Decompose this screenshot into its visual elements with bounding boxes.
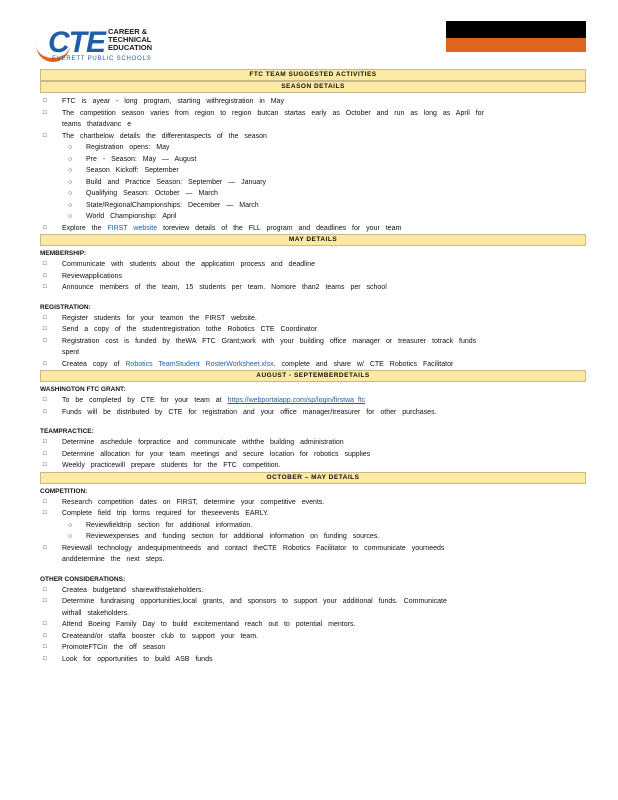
list-item-continued: spent xyxy=(62,349,80,356)
list-item: □ Registration cost is funded by theWA FTC Grant;work with your building office manager or treasurer totrack funds xyxy=(40,336,586,348)
subheading-membership: MEMBERSHIP: xyxy=(40,250,87,257)
bullet-icon: □ xyxy=(43,510,47,516)
bullet-icon: □ xyxy=(43,326,47,332)
sub-list-item: ○ Reviewexpenses and funding section for additional information on funding sources. xyxy=(40,531,586,543)
list-item-continued: anddetermine the next steps. xyxy=(62,556,165,563)
section-header-oct-may: OCTOBER – MAY DETAILS xyxy=(40,472,586,484)
section-header-season: SEASON DETAILS xyxy=(40,81,586,93)
logo-district: EVERETT PUBLIC SCHOOLS xyxy=(52,56,152,62)
bullet-icon: □ xyxy=(43,586,47,593)
circle-bullet-icon: ○ xyxy=(68,144,73,151)
bullet-icon: □ xyxy=(43,408,47,415)
list-item: □ FTC is ayear - long program, starting withregistration in May xyxy=(40,96,586,108)
logo-tagline xyxy=(108,28,152,52)
list-item: □ Reviewall technology andequipmentneeds and contact theCTE Robotics Facilitator to communicate yourneeds xyxy=(40,543,586,555)
roster-worksheet-link[interactable]: Robotics TeamStudent RosterWorksheet.xlsx, xyxy=(125,360,276,368)
bullet-icon: □ xyxy=(43,132,47,139)
header-black-bar xyxy=(446,21,586,38)
list-item: □ Createa budgetand sharewithstakeholders. xyxy=(40,585,586,597)
list-item: □ Send a copy of the studentregistration tothe Robotics CTE Coordinator xyxy=(40,324,586,336)
bullet-icon: □ xyxy=(43,598,47,604)
bullet-icon: □ xyxy=(43,655,47,662)
circle-bullet-icon: ○ xyxy=(68,190,73,197)
bullet-icon: □ xyxy=(43,261,47,267)
cte-logo xyxy=(36,22,166,64)
section-header-aug-sep: AUGUST - SEPTEMBERDETAILS xyxy=(40,370,586,382)
timeline-item: ○ Pre - Season: May — August xyxy=(40,154,586,166)
document-title: FTC TEAM SUGGESTED ACTIVITIES xyxy=(40,69,586,81)
logo-wordmark: CTE xyxy=(48,26,105,59)
timeline-item: ○ Qualifying Season: October — March xyxy=(40,188,586,200)
section-header-may: MAY DETAILS xyxy=(40,234,586,246)
first-website-link[interactable]: FIRST website xyxy=(107,224,158,232)
logo-line-1: CAREER & xyxy=(108,27,148,36)
list-item: □ Determine fundraising opportunities,local grants, and sponsors to support your additional funds. Communicate xyxy=(40,596,586,608)
subheading-washington-grant: WASHINGTON FTC GRANT: xyxy=(40,386,126,393)
bullet-icon: □ xyxy=(43,544,47,551)
bullet-icon: □ xyxy=(43,397,47,403)
bullet-icon: □ xyxy=(43,98,47,104)
list-item-continued: teams thatadvanc e xyxy=(62,121,132,128)
header-orange-bar xyxy=(446,38,586,52)
bullet-icon: □ xyxy=(43,360,47,367)
list-item: □ Complete field trip forms required for theseevents EARLY. xyxy=(40,508,586,520)
list-item: □ Communicate with students about the application process and deadline xyxy=(40,259,586,271)
list-item: □ Determine allocation for your team meetings and secure location for robotics supplies xyxy=(40,449,586,461)
list-item: □ Weekly practicewill prepare students for the FTC competition. xyxy=(40,460,586,472)
list-item: □ Reviewapplications xyxy=(40,271,586,283)
sub-list-item: ○ Reviewfieldtrip section for additional information. xyxy=(40,520,586,532)
subheading-team-practice: TEAMPRACTICE: xyxy=(40,428,94,435)
document-body xyxy=(40,69,586,665)
logo-line-2: TECHNICAL xyxy=(108,35,152,44)
circle-bullet-icon: ○ xyxy=(68,201,73,209)
timeline-item: ○ World Championship: April xyxy=(40,211,586,223)
list-item: □ Register students for your teamon the FIRST website. xyxy=(40,313,586,325)
bullet-icon: □ xyxy=(43,272,47,279)
list-item: □ Explore the FIRST website toreview details of the FLL program and deadlines for your team xyxy=(40,223,586,235)
bullet-icon: □ xyxy=(43,462,47,468)
circle-bullet-icon: ○ xyxy=(68,155,73,163)
bullet-icon: □ xyxy=(43,109,47,116)
bullet-icon: □ xyxy=(43,644,47,650)
list-item: □ The competition season varies from region to region butcan startas early as October and run as long as April for xyxy=(40,108,586,120)
list-item: □ Attend Boeing Family Day to build excitementand reach out to potential mentors. xyxy=(40,619,586,631)
list-item: □ Createa copy of Robotics TeamStudent RosterWorksheet.xlsx, complete and share w/ CTE Robotics Facilitator xyxy=(40,359,586,371)
bullet-icon: □ xyxy=(43,632,47,639)
list-item: □ Createand/or staffa booster club to support your team. xyxy=(40,631,586,643)
list-item: □ Look for opportunities to build ASB funds xyxy=(40,654,586,666)
circle-bullet-icon: ○ xyxy=(68,213,73,220)
timeline-item: ○ Registration opens: May xyxy=(40,142,586,154)
circle-bullet-icon: ○ xyxy=(68,167,73,174)
bullet-icon: □ xyxy=(43,450,47,457)
bullet-icon: □ xyxy=(43,621,47,627)
circle-bullet-icon: ○ xyxy=(68,521,73,529)
timeline-item: ○ Season Kickoff: September xyxy=(40,165,586,177)
bullet-icon: □ xyxy=(43,337,47,344)
timeline-item: ○ Build and Practice Season: September — January xyxy=(40,177,586,189)
grant-portal-link[interactable]: https://webportalapp.com/sp/login/firstwa_ftc xyxy=(227,397,366,404)
circle-bullet-icon: ○ xyxy=(68,178,73,186)
timeline-item: ○ State/RegionalChampionships: December — March xyxy=(40,200,586,212)
circle-bullet-icon: ○ xyxy=(68,533,73,540)
subheading-other-considerations: OTHER CONSIDERATIONS: xyxy=(40,575,126,583)
list-item: □ To be completed by CTE for your team at https://webportalapp.com/sp/login/firstwa_ftc xyxy=(40,395,586,407)
list-item: □ The chartbelow details the differentaspects of the season xyxy=(40,131,586,143)
bullet-icon: □ xyxy=(43,439,47,445)
list-item: □ PromoteFTCin the off season xyxy=(40,642,586,654)
bullet-icon: □ xyxy=(43,284,47,290)
list-item: □ Funds will be distributed by CTE for registration and your office manager/treasurer for other purchases. xyxy=(40,407,586,419)
bullet-icon: □ xyxy=(43,498,47,505)
list-item: □ Determine aschedule forpractice and communicate withthe building administration xyxy=(40,437,586,449)
subheading-competition: COMPETITION: xyxy=(40,487,88,495)
list-item-continued: withall stakeholders. xyxy=(62,609,130,617)
list-item: □ Research competition dates on FIRST, determine your competitive events. xyxy=(40,497,586,509)
bullet-icon: □ xyxy=(43,314,47,321)
logo-line-3: EDUCATION xyxy=(108,43,153,52)
bullet-icon: □ xyxy=(43,224,47,231)
list-item: □ Announce members of the team, 15 students per team. Nomore than2 teams per school xyxy=(40,282,586,294)
subheading-registration: REGISTRATION: xyxy=(40,303,91,311)
